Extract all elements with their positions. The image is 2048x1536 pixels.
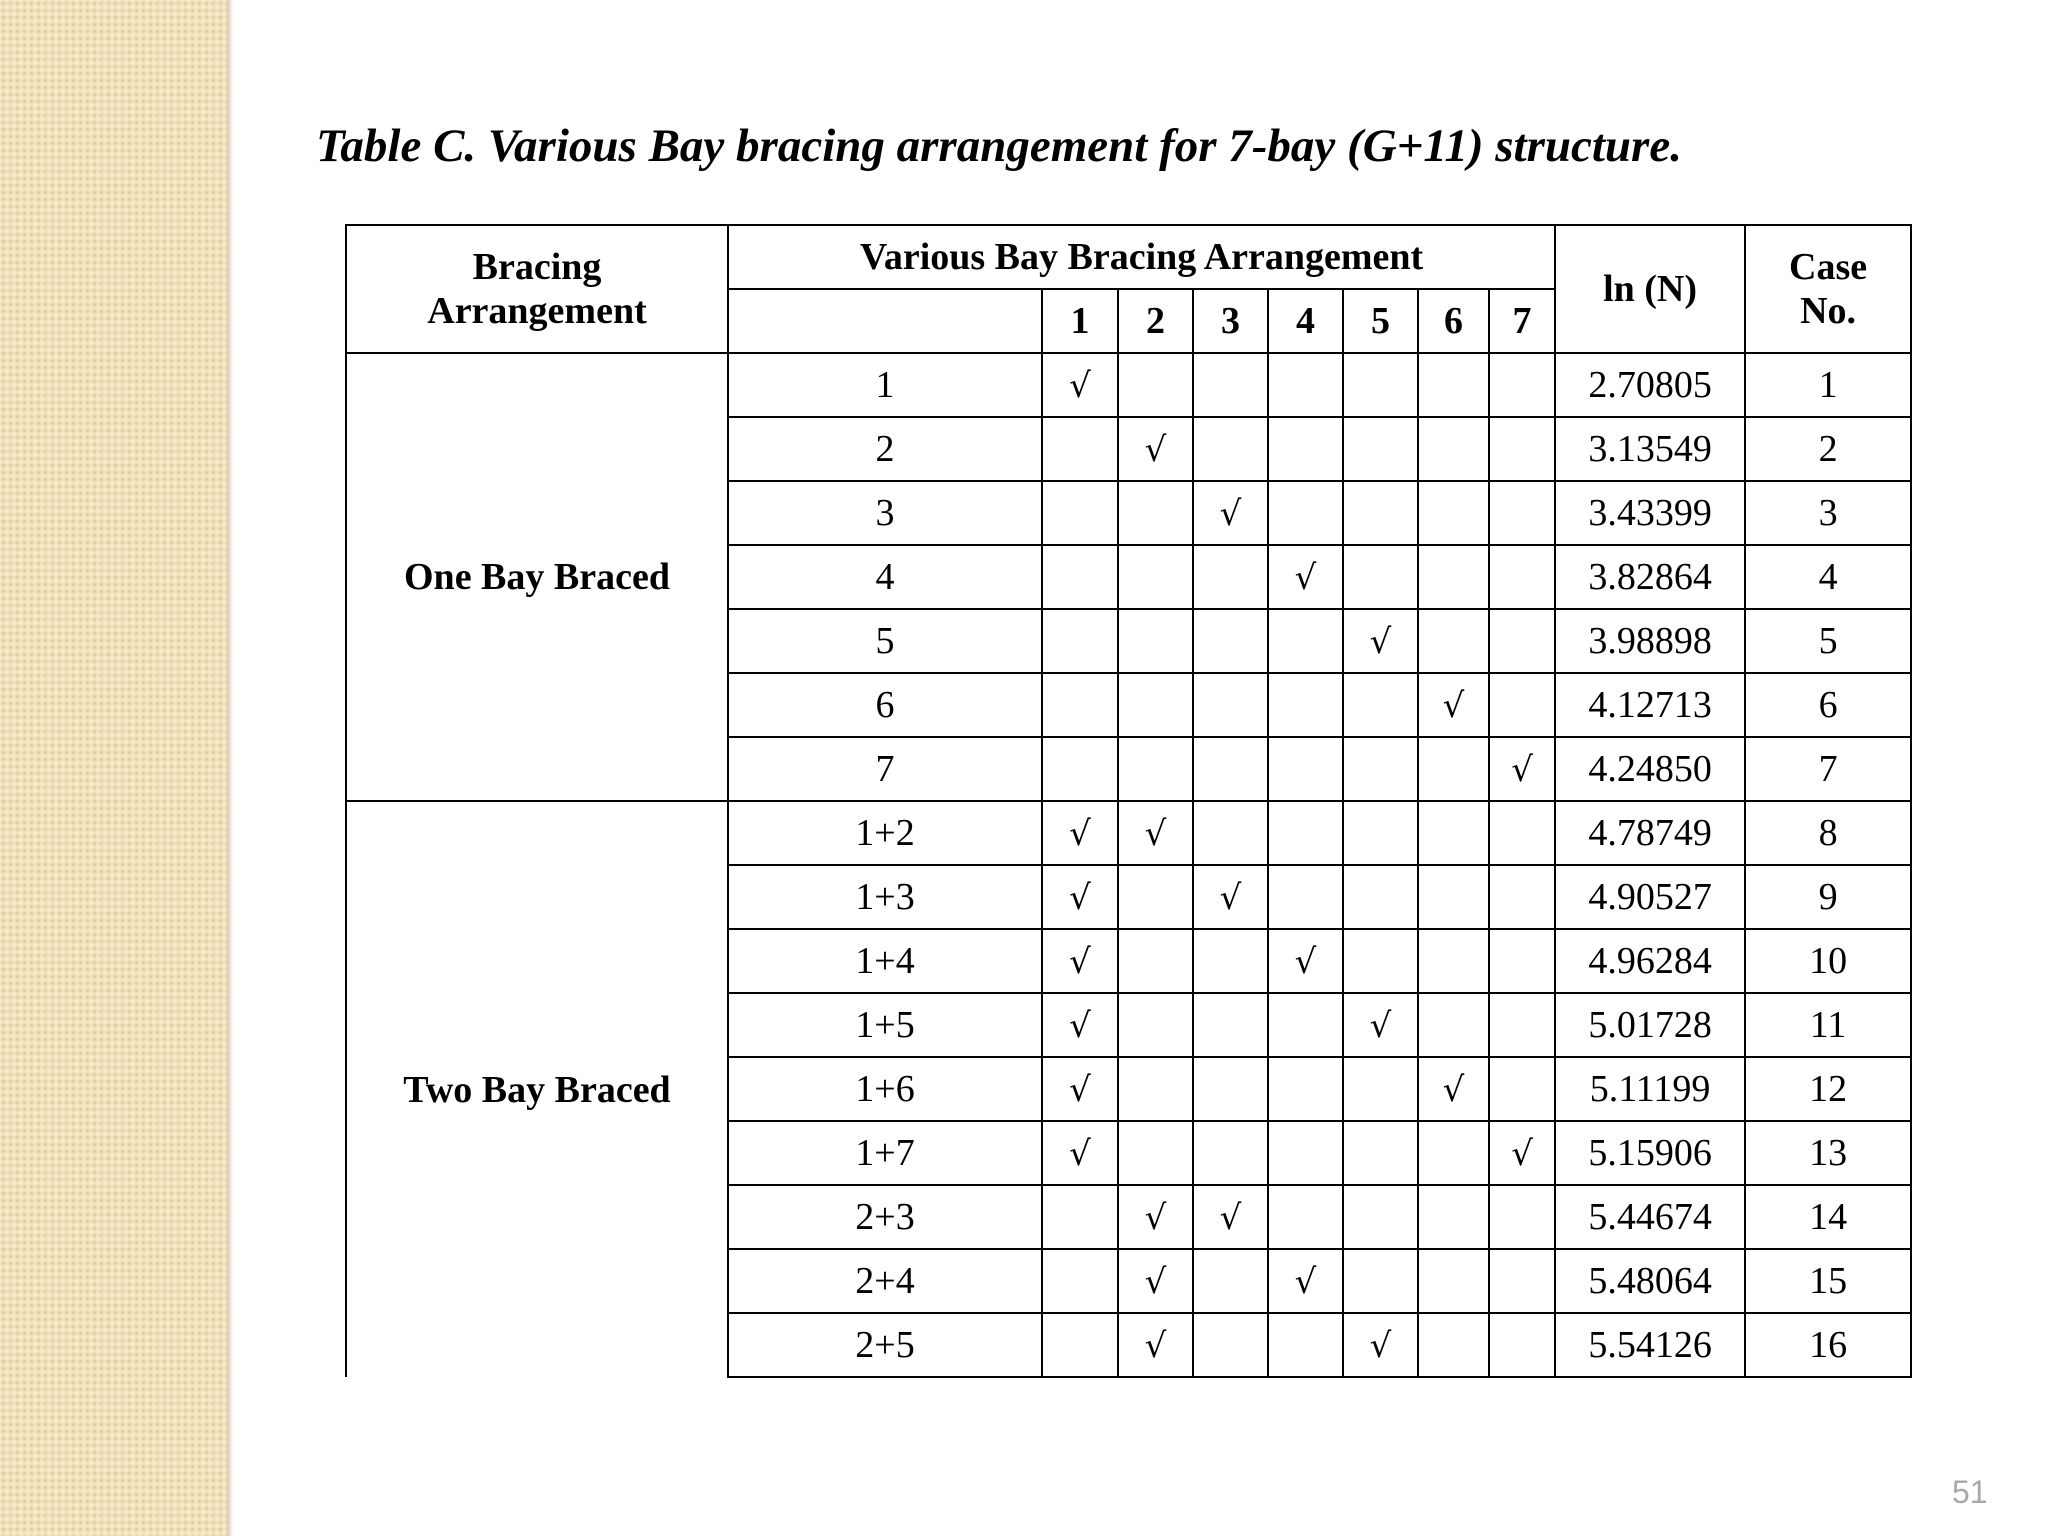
combination-cell: 3 xyxy=(728,481,1042,545)
combination-cell: 5 xyxy=(728,609,1042,673)
bay-1-cell xyxy=(1042,1121,1118,1185)
bay-6-cell xyxy=(1418,609,1489,673)
ln-value-cell: 4.90527 xyxy=(1555,865,1745,929)
bay-4-cell xyxy=(1268,1057,1343,1121)
check-mark-icon: √ xyxy=(1294,941,1317,982)
combination-cell: 4 xyxy=(728,545,1042,609)
bay-7-cell xyxy=(1489,737,1555,801)
various-bay-header: Various Bay Bracing Arrangement xyxy=(728,225,1555,289)
ln-value-cell: 5.44674 xyxy=(1555,1185,1745,1249)
bay-7-cell xyxy=(1489,1313,1555,1377)
bay-5-cell xyxy=(1343,1185,1418,1249)
case-number-cell: 1 xyxy=(1745,353,1911,417)
bay-3-cell xyxy=(1193,609,1268,673)
bay-3-cell xyxy=(1193,801,1268,865)
combination-cell: 1 xyxy=(728,353,1042,417)
bay-1-cell xyxy=(1042,609,1118,673)
bay-2-cell xyxy=(1118,865,1193,929)
ln-value-cell: 5.54126 xyxy=(1555,1313,1745,1377)
bay-7-cell xyxy=(1489,929,1555,993)
bay-1-cell xyxy=(1042,801,1118,865)
combination-cell: 2+4 xyxy=(728,1249,1042,1313)
ln-value-cell: 3.98898 xyxy=(1555,609,1745,673)
ln-value-cell: 5.01728 xyxy=(1555,993,1745,1057)
table-body xyxy=(346,353,1911,1377)
bracing-arrangement-header xyxy=(346,225,728,353)
bay-6-cell xyxy=(1418,865,1489,929)
check-mark-icon: √ xyxy=(1069,877,1091,918)
check-mark-icon: √ xyxy=(1442,685,1465,726)
case-number-cell: 6 xyxy=(1745,673,1911,737)
bay-6-cell xyxy=(1418,673,1489,737)
bay-4-cell xyxy=(1268,865,1343,929)
bay-6-cell xyxy=(1418,801,1489,865)
bay-4-cell xyxy=(1268,929,1343,993)
ln-value-cell: 2.70805 xyxy=(1555,353,1745,417)
bay-4-cell xyxy=(1268,993,1343,1057)
bay-5-cell xyxy=(1343,417,1418,481)
check-mark-icon: √ xyxy=(1219,493,1242,534)
bay-6-cell xyxy=(1418,545,1489,609)
bay-6-cell xyxy=(1418,417,1489,481)
ln-value-cell: 3.82864 xyxy=(1555,545,1745,609)
bay-3-cell xyxy=(1193,929,1268,993)
bay-5-cell xyxy=(1343,865,1418,929)
combination-cell: 1+2 xyxy=(728,801,1042,865)
bay-header-3: 3 xyxy=(1193,289,1268,353)
bay-7-cell xyxy=(1489,353,1555,417)
bay-7-cell xyxy=(1489,673,1555,737)
combination-cell: 1+7 xyxy=(728,1121,1042,1185)
bay-6-cell xyxy=(1418,353,1489,417)
case-number-cell: 5 xyxy=(1745,609,1911,673)
bay-7-cell xyxy=(1489,545,1555,609)
case-no-header xyxy=(1745,225,1911,353)
combination-cell: 1+3 xyxy=(728,865,1042,929)
check-mark-icon: √ xyxy=(1069,813,1091,854)
bay-1-cell xyxy=(1042,929,1118,993)
bracing-header-line2: Arrangement xyxy=(427,290,647,332)
case-number-cell: 12 xyxy=(1745,1057,1911,1121)
bay-5-cell xyxy=(1343,609,1418,673)
ln-value-cell: 3.43399 xyxy=(1555,481,1745,545)
case-number-cell: 4 xyxy=(1745,545,1911,609)
check-mark-icon: √ xyxy=(1294,1261,1317,1302)
bay-3-cell xyxy=(1193,673,1268,737)
case-number-cell: 3 xyxy=(1745,481,1911,545)
bay-3-cell xyxy=(1193,1249,1268,1313)
bay-4-cell xyxy=(1268,609,1343,673)
bay-2-cell xyxy=(1118,1185,1193,1249)
ln-value-cell: 4.96284 xyxy=(1555,929,1745,993)
combination-cell: 1+6 xyxy=(728,1057,1042,1121)
bay-1-cell xyxy=(1042,673,1118,737)
bay-5-cell xyxy=(1343,737,1418,801)
bay-1-cell xyxy=(1042,865,1118,929)
bay-4-cell xyxy=(1268,737,1343,801)
check-mark-icon: √ xyxy=(1144,1197,1167,1238)
bay-3-cell xyxy=(1193,737,1268,801)
bay-5-cell xyxy=(1343,1313,1418,1377)
bay-7-cell xyxy=(1489,993,1555,1057)
case-number-cell: 13 xyxy=(1745,1121,1911,1185)
bay-7-cell xyxy=(1489,481,1555,545)
bay-2-cell xyxy=(1118,1057,1193,1121)
combination-cell: 2+3 xyxy=(728,1185,1042,1249)
bay-5-cell xyxy=(1343,673,1418,737)
bay-header-2: 2 xyxy=(1118,289,1193,353)
bay-4-cell xyxy=(1268,1249,1343,1313)
ln-value-cell: 5.48064 xyxy=(1555,1249,1745,1313)
bay-5-cell xyxy=(1343,353,1418,417)
check-mark-icon: √ xyxy=(1144,1325,1167,1366)
case-number-cell: 2 xyxy=(1745,417,1911,481)
case-number-cell: 7 xyxy=(1745,737,1911,801)
ln-value-cell: 4.24850 xyxy=(1555,737,1745,801)
bay-header-6: 6 xyxy=(1418,289,1489,353)
check-mark-icon: √ xyxy=(1369,621,1392,662)
check-mark-icon: √ xyxy=(1219,877,1242,918)
bay-2-cell xyxy=(1118,1121,1193,1185)
bay-5-cell xyxy=(1343,801,1418,865)
bay-4-cell xyxy=(1268,1313,1343,1377)
bay-1-cell xyxy=(1042,1313,1118,1377)
check-mark-icon: √ xyxy=(1144,1261,1167,1302)
ln-value-cell: 3.13549 xyxy=(1555,417,1745,481)
case-number-cell: 16 xyxy=(1745,1313,1911,1377)
bay-2-cell xyxy=(1118,929,1193,993)
ln-value-cell: 5.11199 xyxy=(1555,1057,1745,1121)
case-number-cell: 10 xyxy=(1745,929,1911,993)
bay-6-cell xyxy=(1418,1313,1489,1377)
bay-1-cell xyxy=(1042,417,1118,481)
bay-5-cell xyxy=(1343,993,1418,1057)
bay-2-cell xyxy=(1118,993,1193,1057)
check-mark-icon: √ xyxy=(1069,1005,1091,1046)
check-mark-icon: √ xyxy=(1511,1133,1533,1174)
bay-2-cell xyxy=(1118,609,1193,673)
bay-4-cell xyxy=(1268,417,1343,481)
bay-1-cell xyxy=(1042,1057,1118,1121)
combination-cell: 6 xyxy=(728,673,1042,737)
bay-5-cell xyxy=(1343,1121,1418,1185)
combination-cell: 2+5 xyxy=(728,1313,1042,1377)
ln-value-cell: 5.15906 xyxy=(1555,1121,1745,1185)
bay-3-cell xyxy=(1193,993,1268,1057)
bay-7-cell xyxy=(1489,865,1555,929)
bay-4-cell xyxy=(1268,1185,1343,1249)
bay-4-cell xyxy=(1268,673,1343,737)
bay-3-cell xyxy=(1193,865,1268,929)
table-header xyxy=(346,225,1911,353)
bracing-header-line1: Bracing xyxy=(472,246,602,288)
bay-6-cell xyxy=(1418,1057,1489,1121)
side-strip-edge xyxy=(227,0,233,1536)
combination-cell: 7 xyxy=(728,737,1042,801)
bay-2-cell xyxy=(1118,545,1193,609)
bay-2-cell xyxy=(1118,737,1193,801)
bay-1-cell xyxy=(1042,545,1118,609)
bay-4-cell xyxy=(1268,353,1343,417)
bay-header-4: 4 xyxy=(1268,289,1343,353)
case-number-cell: 11 xyxy=(1745,993,1911,1057)
check-mark-icon: √ xyxy=(1442,1069,1465,1110)
table-row xyxy=(346,353,1911,417)
bay-1-cell xyxy=(1042,353,1118,417)
page-number: 51 xyxy=(1952,1474,1988,1510)
bay-header-7: 7 xyxy=(1489,289,1555,353)
bay-7-cell xyxy=(1489,801,1555,865)
bay-5-cell xyxy=(1343,929,1418,993)
bay-7-cell xyxy=(1489,1121,1555,1185)
check-mark-icon: √ xyxy=(1294,557,1317,598)
case-header-line1: Case xyxy=(1789,246,1868,288)
bracing-table xyxy=(345,224,1912,1378)
bay-6-cell xyxy=(1418,929,1489,993)
bay-3-cell xyxy=(1193,1057,1268,1121)
bay-1-cell xyxy=(1042,481,1118,545)
ln-header: ln (N) xyxy=(1555,225,1745,353)
combination-cell: 1+4 xyxy=(728,929,1042,993)
combination-cell: 2 xyxy=(728,417,1042,481)
header-row-1 xyxy=(346,225,1911,289)
check-mark-icon: √ xyxy=(1369,1005,1392,1046)
group-label-cell: Two Bay Braced xyxy=(346,801,728,1377)
check-mark-icon: √ xyxy=(1219,1197,1242,1238)
case-number-cell: 14 xyxy=(1745,1185,1911,1249)
bay-2-cell xyxy=(1118,673,1193,737)
check-mark-icon: √ xyxy=(1069,1133,1091,1174)
bay-4-cell xyxy=(1268,545,1343,609)
case-header-line2: No. xyxy=(1800,290,1857,332)
decorative-side-strip xyxy=(0,0,227,1536)
bay-6-cell xyxy=(1418,1249,1489,1313)
bay-1-cell xyxy=(1042,1249,1118,1313)
case-number-cell: 8 xyxy=(1745,801,1911,865)
bay-6-cell xyxy=(1418,993,1489,1057)
bay-5-cell xyxy=(1343,1057,1418,1121)
bay-3-cell xyxy=(1193,1313,1268,1377)
bay-1-cell xyxy=(1042,1185,1118,1249)
slide-title: Table C. Various Bay bracing arrangement for 7-bay (G+11) structure. xyxy=(316,120,1682,172)
bay-6-cell xyxy=(1418,1185,1489,1249)
check-mark-icon: √ xyxy=(1069,1069,1091,1110)
bay-header-1: 1 xyxy=(1042,289,1118,353)
bay-6-cell xyxy=(1418,737,1489,801)
bay-4-cell xyxy=(1268,481,1343,545)
bay-3-cell xyxy=(1193,1121,1268,1185)
bay-4-cell xyxy=(1268,1121,1343,1185)
ln-value-cell: 4.12713 xyxy=(1555,673,1745,737)
bay-7-cell xyxy=(1489,609,1555,673)
bay-2-cell xyxy=(1118,801,1193,865)
case-number-cell: 9 xyxy=(1745,865,1911,929)
bay-7-cell xyxy=(1489,417,1555,481)
bay-3-cell xyxy=(1193,481,1268,545)
bay-2-cell xyxy=(1118,1249,1193,1313)
table-row xyxy=(346,801,1911,865)
bay-3-cell xyxy=(1193,417,1268,481)
bay-4-cell xyxy=(1268,801,1343,865)
bay-1-cell xyxy=(1042,993,1118,1057)
bay-1-cell xyxy=(1042,737,1118,801)
check-mark-icon: √ xyxy=(1069,365,1091,406)
bay-2-cell xyxy=(1118,417,1193,481)
bay-2-cell xyxy=(1118,1313,1193,1377)
check-mark-icon: √ xyxy=(1144,813,1167,854)
bay-header-5: 5 xyxy=(1343,289,1418,353)
bay-3-cell xyxy=(1193,1185,1268,1249)
bay-3-cell xyxy=(1193,545,1268,609)
bay-3-cell xyxy=(1193,353,1268,417)
check-mark-icon: √ xyxy=(1369,1325,1392,1366)
check-mark-icon: √ xyxy=(1069,941,1091,982)
bay-7-cell xyxy=(1489,1185,1555,1249)
combo-header-blank xyxy=(728,289,1042,353)
check-mark-icon: √ xyxy=(1511,749,1533,790)
bay-5-cell xyxy=(1343,1249,1418,1313)
ln-value-cell: 4.78749 xyxy=(1555,801,1745,865)
bay-5-cell xyxy=(1343,481,1418,545)
combination-cell: 1+5 xyxy=(728,993,1042,1057)
bay-7-cell xyxy=(1489,1057,1555,1121)
bay-7-cell xyxy=(1489,1249,1555,1313)
group-label-cell: One Bay Braced xyxy=(346,353,728,801)
bay-2-cell xyxy=(1118,481,1193,545)
bay-6-cell xyxy=(1418,481,1489,545)
case-number-cell: 15 xyxy=(1745,1249,1911,1313)
bay-5-cell xyxy=(1343,545,1418,609)
bay-6-cell xyxy=(1418,1121,1489,1185)
bay-2-cell xyxy=(1118,353,1193,417)
check-mark-icon: √ xyxy=(1144,429,1167,470)
